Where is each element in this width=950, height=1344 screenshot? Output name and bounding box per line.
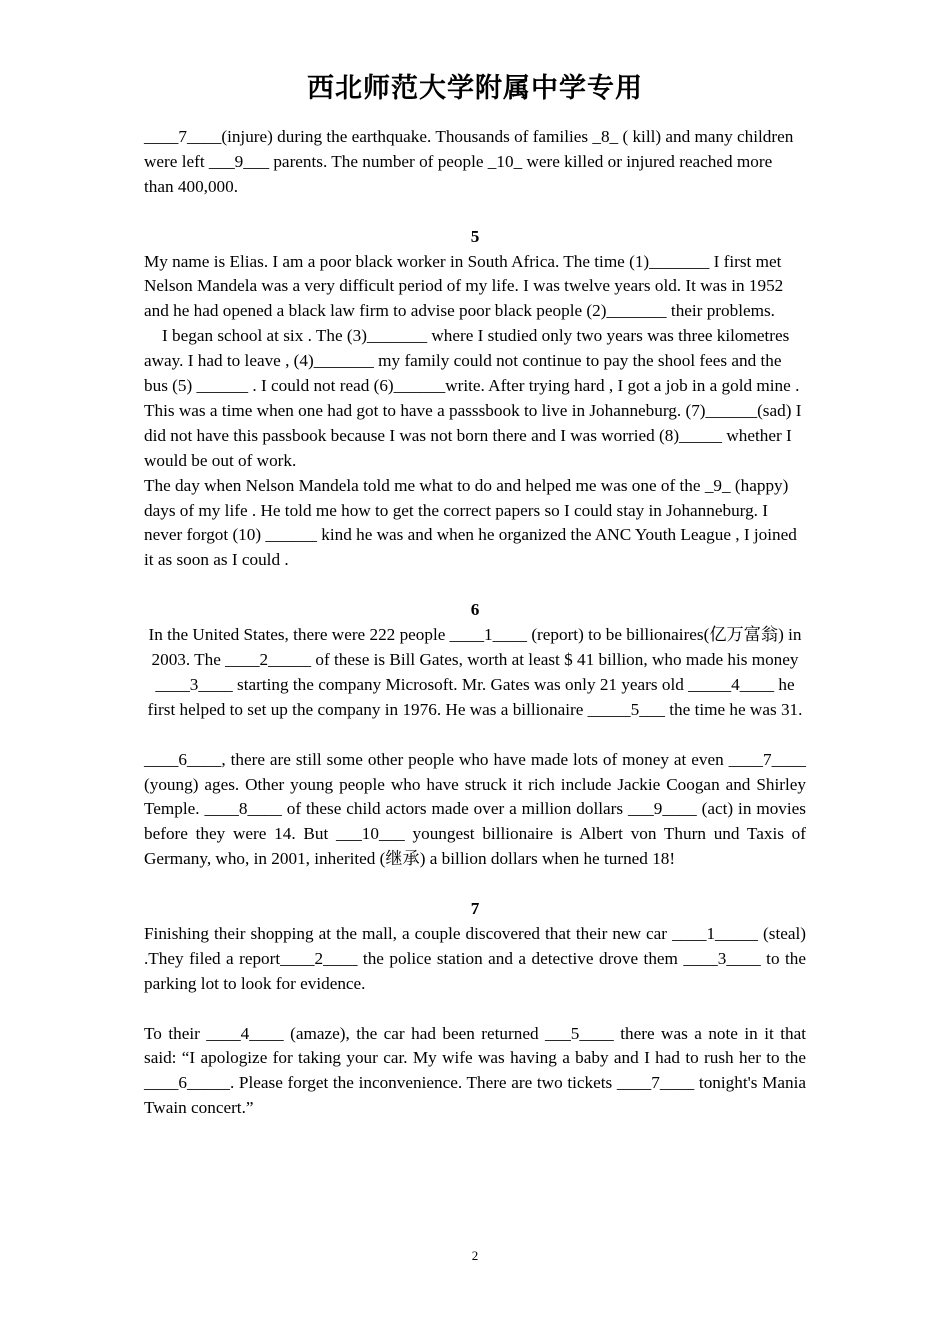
spacer <box>144 723 806 748</box>
section-5-paragraph-2: I began school at six . The (3)_______ where I studied only two years was three kilometres away. I had to leave , (4)_______ my family could not continue to pay the shool fees and the bus (5) ______ . I could not read (6)______write. After trying hard , I got a job in a gold mine . This was a time when one had got to have a passsbook to live in Johanneburg. (7)______(sad) I did not have this passbook because I was not born there and I was worried (8)_____ whether I would be out of work. <box>144 326 802 470</box>
section-7-heading: 7 <box>470 899 480 919</box>
spacer <box>144 573 806 598</box>
section-4-continued-paragraph: ____7____(injure) during the earthquake. Thousands of families _8_ ( kill) and many children were left ___9___ parents. The number of people _10_ were killed or injured reached more than 400,000. <box>144 127 794 196</box>
spacer <box>144 872 806 897</box>
page-header-title: 西北师范大学附属中学专用 <box>307 73 643 104</box>
section-6-heading: 6 <box>470 600 480 620</box>
section-7-paragraph-1: Finishing their shopping at the mall, a couple discovered that their new car ____1_____ (steal) .They filed a report____2____ the police station and a detective drove them ____3____ to the parking lot to look for evidence. <box>144 923 806 993</box>
section-5-heading: 5 <box>470 226 480 246</box>
section-5-paragraph-1: My name is Elias. I am a poor black worker in South Africa. The time (1)_______ I first met Nelson Mandela was a very difficult period of my life. I was twelve years old. It was in 1952 and he had opened a black law firm to advise poor black people (2)_______ their problems. <box>144 251 784 321</box>
spacer <box>144 997 806 1022</box>
section-6-paragraph-1: In the United States, there were 222 people ____1____ (report) to be billionaires(亿万富翁) in 2003. The ____2_____ of these is Bill Gates, worth at least $ 41 billion, who made his money ____3____ starting the company Microsoft. Mr. Gates was only 21 years old _____4____ he first helped to set up the company in 1976. He was a billionaire _____5___ the time he was 31. <box>147 625 803 719</box>
section-5-paragraph-3: The day when Nelson Mandela told me what to do and helped me was one of the _9_ (happy) days of my life . He told me how to get the correct papers so I could stay in Johanneburg. I never forgot (10) ______ kind he was and when he organized the ANC Youth League , I joined it as soon as I could . <box>144 475 797 570</box>
page-number: 2 <box>471 1248 479 1263</box>
spacer <box>144 200 806 225</box>
page-content <box>144 125 806 1121</box>
section-6-paragraph-2: ____6____, there are still some other people who have made lots of money at even ____7____ (young) ages. Other young people who have struck it rich include Jackie Coogan and Shirley Temple. ____8____ of these child actors made over a million dollars ___9____ (act) in movies before they were 14. But ___10___ youngest billionaire is Albert von Thurn und Taxis of Germany, who, in 2001, inherited (继承) a billion dollars when he turned 18! <box>144 749 806 869</box>
section-7-paragraph-2: To their ____4____ (amaze), the car had been returned ___5____ there was a note in it that said: “I apologize for taking your car. My wife was having a baby and I had to rush her to the ____6_____. Please forget the inconvenience. There are two tickets ____7____ tonight's Mania Twain concert.” <box>144 1023 806 1118</box>
